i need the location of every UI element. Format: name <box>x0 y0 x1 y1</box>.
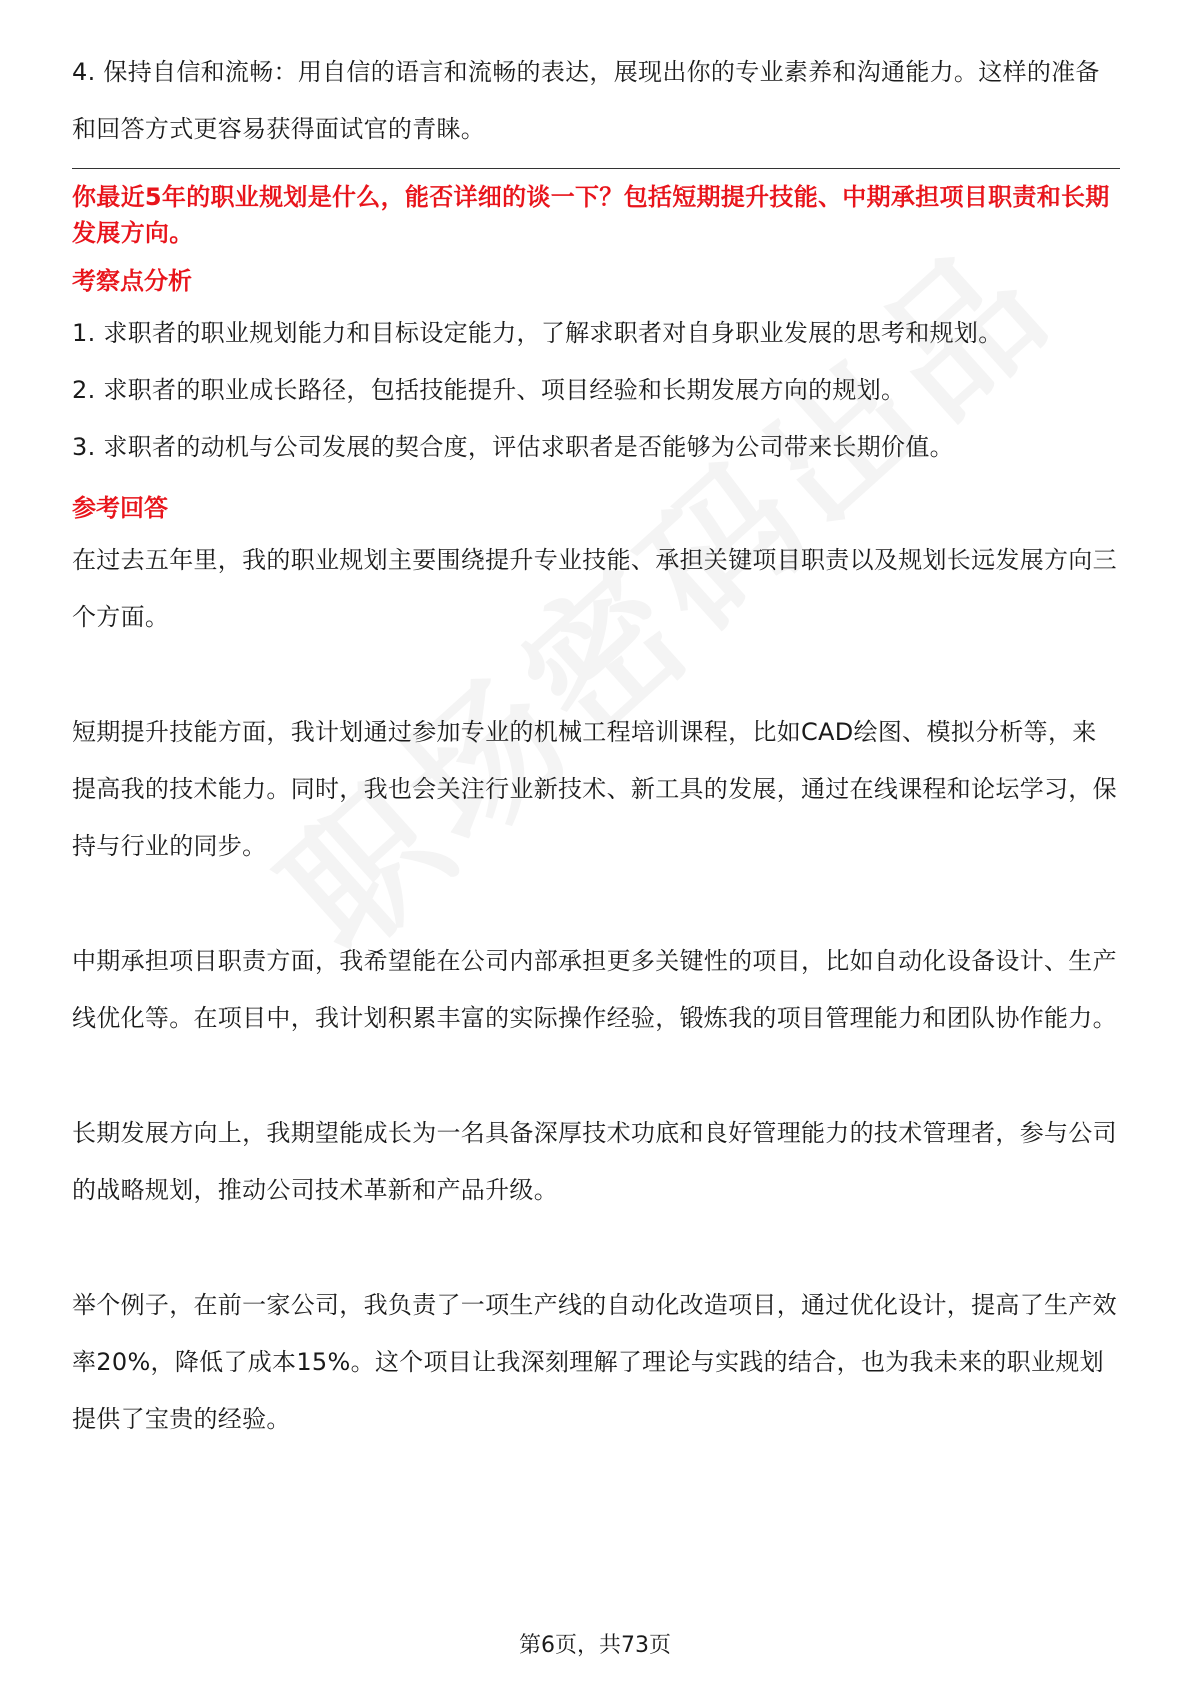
answer-paragraph: 中期承担项目职责方面，我希望能在公司内部承担更多关键性的项目，比如自动化设备设计、生产线优化等。在项目中，我计划积累丰富的实际操作经验，锻炼我的项目管理能力和团队协作能力。 <box>72 947 1117 1032</box>
answer-paragraph: 长期发展方向上，我期望能成长为一名具备深厚技术功底和良好管理能力的技术管理者，参与公司的战略规划，推动公司技术革新和产品升级。 <box>72 1119 1117 1204</box>
analysis-heading: 考察点分析 <box>72 267 192 295</box>
list-item: 1. 求职者的职业规划能力和目标设定能力，了解求职者对自身职业发展的思考和规划。 <box>72 319 1003 347</box>
analysis-list <box>72 305 1118 476</box>
page-footer: 第6页，共73页 <box>519 1633 671 1658</box>
list-item: 3. 求职者的动机与公司发展的契合度，评估求职者是否能够为公司带来长期价值。 <box>72 433 954 461</box>
answer-paragraph: 短期提升技能方面，我计划通过参加专业的机械工程培训课程，比如CAD绘图、模拟分析等，来提高我的技术能力。同时，我也会关注行业新技术、新工具的发展，通过在线课程和论坛学习，保持与行业的同步。 <box>72 718 1117 860</box>
section-divider <box>72 168 1120 169</box>
document-page <box>72 44 1118 1448</box>
answer-heading: 参考回答 <box>72 494 168 522</box>
question-heading: 你最近5年的职业规划是什么，能否详细的谈一下？包括短期提升技能、中期承担项目职责和长期发展方向。 <box>72 183 1110 247</box>
list-item: 2. 求职者的职业成长路径，包括技能提升、项目经验和长期发展方向的规划。 <box>72 376 906 404</box>
answer-paragraph: 在过去五年里，我的职业规划主要围绕提升专业技能、承担关键项目职责以及规划长远发展方向三个方面。 <box>72 546 1117 631</box>
intro-paragraph: 4. 保持自信和流畅：用自信的语言和流畅的表达，展现出你的专业素养和沟通能力。这样的准备和回答方式更容易获得面试官的青睐。 <box>72 58 1100 143</box>
answer-paragraph: 举个例子，在前一家公司，我负责了一项生产线的自动化改造项目，通过优化设计，提高了生产效率20%，降低了成本15%。这个项目让我深刻理解了理论与实践的结合，也为我未来的职业规划提供了宝贵的经验。 <box>72 1291 1117 1433</box>
